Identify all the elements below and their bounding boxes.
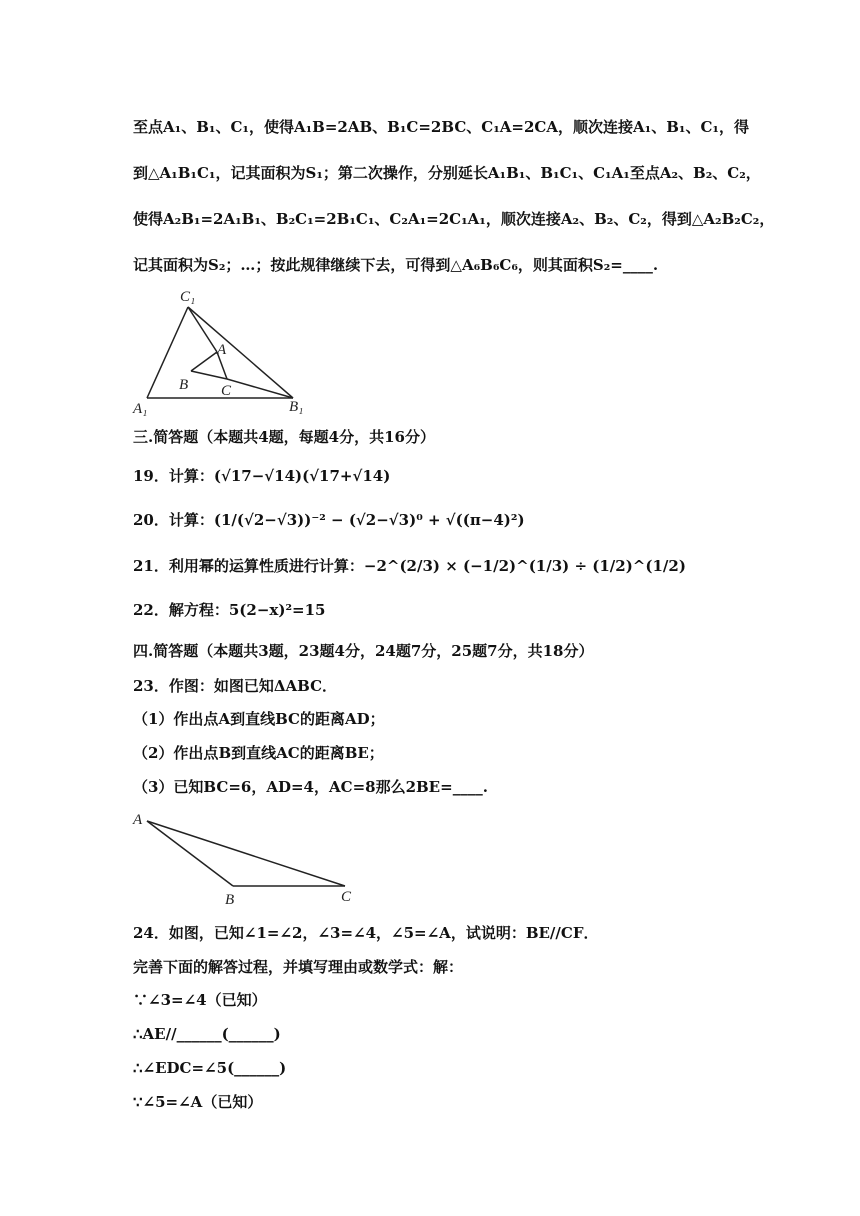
question-24-intro: 完善下面的解答过程，并填写理由或数学式：解： bbox=[133, 958, 464, 976]
edge-c1-b1 bbox=[188, 307, 293, 398]
edge-a-b bbox=[147, 821, 233, 886]
segment-a-b bbox=[191, 352, 217, 371]
edge-a-c bbox=[147, 821, 345, 886]
label-c: C bbox=[341, 889, 352, 905]
problem18-line3: 使得A₂B₁=2A₁B₁、B₂C₁=2B₁C₁、C₂A₁=2C₁A₁，顺次连接A₂、B₂、C₂，得到△A₂B₂C₂， bbox=[133, 210, 775, 228]
triangle-figure-23 bbox=[125, 808, 365, 908]
section4-heading: 四.简答题（本题共3题，23题4分，24题7分，25题7分，共18分） bbox=[133, 642, 594, 660]
problem18-line2: 到△A₁B₁C₁，记其面积为S₁；第二次操作，分别延长A₁B₁、B₁C₁、C₁A₁至点A₂、B₂、C₂， bbox=[133, 164, 761, 182]
label-c: C bbox=[221, 383, 232, 399]
question-23-part2: （2）作出点B到直线AC的距离BE； bbox=[133, 744, 384, 762]
label-b: B bbox=[179, 377, 189, 393]
proof-step-4: ∵∠5=∠A（已知） bbox=[133, 1093, 263, 1111]
question-23: 23．作图：如图已知ΔABC． bbox=[133, 677, 338, 695]
question-24: 24．如图，已知∠1=∠2，∠3=∠4，∠5=∠A，试说明：BE//CF． bbox=[133, 924, 599, 942]
question-22: 22．解方程：5(2−x)²=15 bbox=[133, 601, 326, 619]
question-21: 21．利用幂的运算性质进行计算：−2^(2/3) × (−1/2)^(1/3) ÷ (1/2)^(1/2) bbox=[133, 557, 686, 575]
problem18-line1: 至点A₁、B₁、C₁，使得A₁B=2AB、B₁C=2BC、C₁A=2CA，顺次连接A₁、B₁、C₁，得 bbox=[133, 118, 749, 136]
label-b: B bbox=[225, 892, 235, 908]
problem18-line4: 记其面积为S₂；…；按此规律继续下去，可得到△A₆B₆C₆，则其面积S₂=____. bbox=[133, 256, 659, 274]
label-a1: A₁ bbox=[133, 401, 148, 417]
triangle-figure-18 bbox=[125, 285, 325, 420]
question-20: 20．计算：(1/(√2−√3))⁻² − (√2−√3)⁰ + √((π−4)²) bbox=[133, 511, 525, 529]
segment-c1-a bbox=[188, 307, 217, 352]
label-a: A bbox=[217, 342, 227, 358]
proof-step-2: ∴AE//______(______) bbox=[133, 1025, 281, 1043]
proof-step-3: ∴∠EDC=∠5(______) bbox=[133, 1059, 287, 1077]
question-19: 19．计算：(√17−√14)(√17+√14) bbox=[133, 467, 391, 485]
segment-b-c bbox=[191, 371, 227, 379]
question-23-part1: （1）作出点A到直线BC的距离AD； bbox=[133, 710, 385, 728]
label-c1: C₁ bbox=[180, 289, 196, 305]
proof-step-1: ∵∠3=∠4（已知） bbox=[133, 991, 267, 1009]
label-a: A bbox=[133, 812, 143, 828]
section3-heading: 三.简答题（本题共4题，每题4分，共16分） bbox=[133, 428, 435, 446]
label-b1: B₁ bbox=[289, 399, 304, 415]
question-23-part3: （3）已知BC=6，AD=4，AC=8那么2BE=____. bbox=[133, 778, 488, 796]
